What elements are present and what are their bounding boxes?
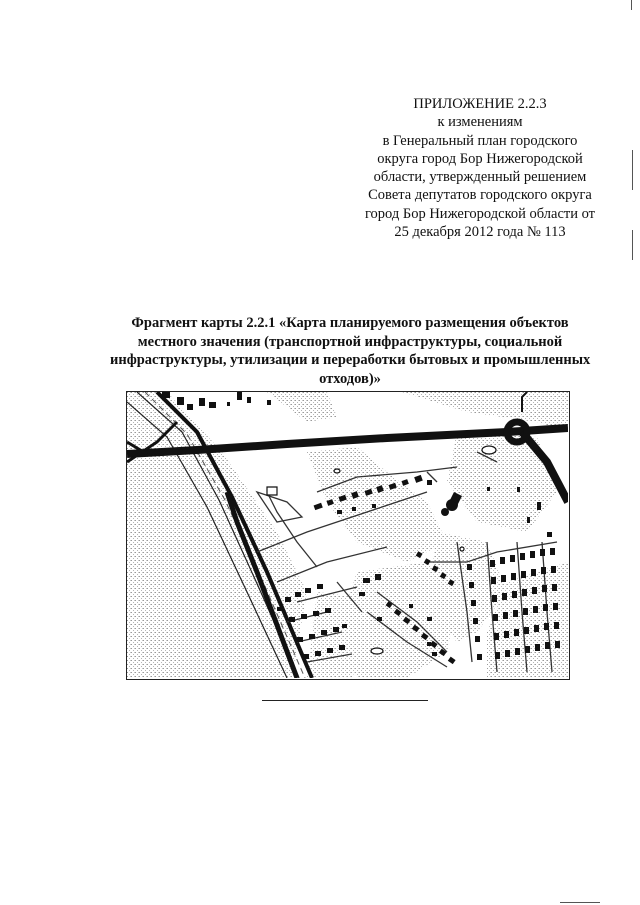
appendix-line: Совета депутатов городского округа bbox=[368, 187, 592, 204]
title-line: инфраструктуры, утилизации и переработки бытовых и промышленных bbox=[110, 352, 591, 369]
title-line: местного значения (транспортной инфраструктуры, социальной bbox=[137, 333, 563, 350]
appendix-line: области, утвержденный решением bbox=[373, 169, 587, 186]
appendix-line: в Генеральный план городского bbox=[382, 132, 578, 149]
separator-line bbox=[262, 700, 428, 701]
scan-edge-mark bbox=[560, 902, 600, 903]
appendix-number: ПРИЛОЖЕНИЕ 2.2.3 bbox=[413, 96, 547, 112]
title-line: отходов)» bbox=[319, 370, 381, 387]
document-title bbox=[110, 314, 590, 388]
appendix-line: округа город Бор Нижегородской bbox=[377, 150, 583, 167]
title-line: Фрагмент карты 2.2.1 «Карта планируемого размещения объектов bbox=[131, 315, 569, 331]
scan-edge-mark bbox=[632, 150, 633, 190]
appendix-line: к изменениям bbox=[437, 114, 523, 131]
appendix-line: город Бор Нижегородской области от bbox=[364, 205, 596, 222]
scan-edge-mark bbox=[632, 230, 633, 260]
appendix-header bbox=[330, 95, 630, 241]
appendix-line: 25 декабря 2012 года № 113 bbox=[394, 224, 566, 241]
map-drawing bbox=[127, 392, 568, 678]
map-fragment bbox=[126, 391, 570, 680]
scan-edge-mark bbox=[631, 0, 632, 10]
